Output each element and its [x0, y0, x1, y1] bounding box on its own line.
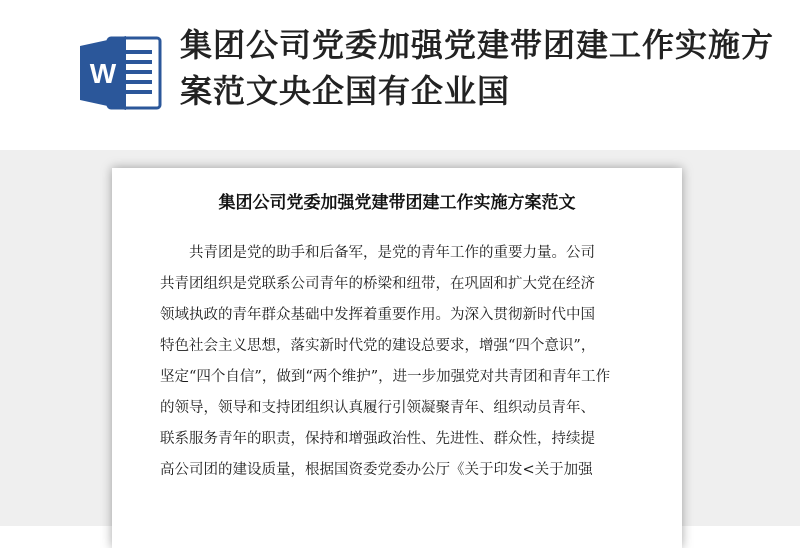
document-line: 高公司团的建设质量，根据国资委党委办公厅《关于印发<关于加强	[160, 462, 593, 478]
document-line: 共青团是党的助手和后备军，是党的青年工作的重要力量。公司	[189, 245, 595, 261]
document-line: 的领导，领导和支持团组织认真履行引领凝聚青年、组织动员青年、	[160, 400, 595, 416]
document-line: 共青团组织是党联系公司青年的桥梁和纽带，在巩固和扩大党在经济	[160, 276, 595, 292]
header-band	[0, 0, 800, 150]
document-line: 坚定“四个自信”，做到“两个维护”，进一步加强党对共青团和青年工作	[160, 369, 611, 385]
document-body	[160, 238, 654, 486]
document-line: 特色社会主义思想，落实新时代党的建设总要求，增强“四个意识”，	[160, 338, 596, 354]
document-title: 集团公司党委加强党建带团建工作实施方案范文	[218, 193, 576, 213]
document-line: 领域执政的青年群众基础中发挥着重要作用。为深入贯彻新时代中国	[160, 307, 595, 323]
document-page	[112, 168, 682, 548]
document-line: 联系服务青年的职责，保持和增强政治性、先进性、群众性，持续提	[160, 431, 595, 447]
word-document-icon	[78, 32, 164, 114]
word-icon-letter: W	[89, 58, 117, 89]
page-title: 集团公司党委加强党建带团建工作实施方案范文央企国有企业国	[180, 26, 775, 110]
